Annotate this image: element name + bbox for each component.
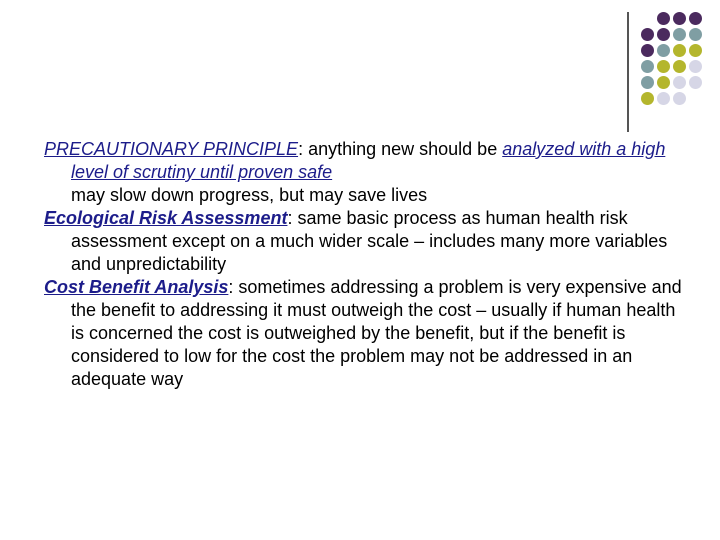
- decorative-dot: [673, 60, 686, 73]
- cost-benefit-text: : sometimes addressing a problem is very expensive and the benefit to addressing it must outweigh the cost – usually if human health is concerned the cost is outweighed by the benefit, but if the benefit is considered to low for the cost the problem may not be addressed in an adequate way: [71, 277, 682, 389]
- decorative-dot: [641, 28, 654, 41]
- decorative-dot: [657, 28, 670, 41]
- decorative-dot: [673, 28, 686, 41]
- decorative-divider-line: [627, 12, 629, 132]
- decorative-dot: [689, 44, 702, 57]
- precautionary-principle-link-text: analyzed with a high level of scrutiny until proven safe: [71, 139, 666, 182]
- ecological-risk-paragraph: [44, 207, 684, 276]
- decorative-dot: [657, 44, 670, 57]
- decorative-dot: [673, 76, 686, 89]
- ecological-risk-text: : same basic process as human health risk assessment except on a much wider scale – includes many more variables and unpredictability: [71, 208, 668, 274]
- precautionary-principle-text: : anything new should be: [298, 139, 503, 159]
- decorative-dot: [689, 60, 702, 73]
- decorative-dot: [657, 92, 670, 105]
- decorative-dot: [689, 76, 702, 89]
- decorative-dot-grid: [0, 0, 720, 140]
- decorative-dot: [673, 92, 686, 105]
- ecological-risk-term: Ecological Risk Assessment: [44, 208, 288, 228]
- decorative-dot: [673, 12, 686, 25]
- decorative-dot: [673, 44, 686, 57]
- decorative-dot: [689, 12, 702, 25]
- decorative-dot: [657, 12, 670, 25]
- decorative-dot: [657, 60, 670, 73]
- precautionary-principle-paragraph: [44, 138, 684, 184]
- decorative-dot: [641, 60, 654, 73]
- precautionary-principle-term: PRECAUTIONARY PRINCIPLE: [44, 139, 299, 159]
- precautionary-principle-sub: may slow down progress, but may save lives: [71, 185, 428, 205]
- decorative-dot: [689, 28, 702, 41]
- decorative-dot: [641, 92, 654, 105]
- slide-body: [44, 138, 684, 391]
- cost-benefit-term: Cost Benefit Analysis: [44, 277, 229, 297]
- cost-benefit-paragraph: [44, 276, 684, 391]
- decorative-dot: [641, 76, 654, 89]
- decorative-dot: [641, 44, 654, 57]
- decorative-dot: [657, 76, 670, 89]
